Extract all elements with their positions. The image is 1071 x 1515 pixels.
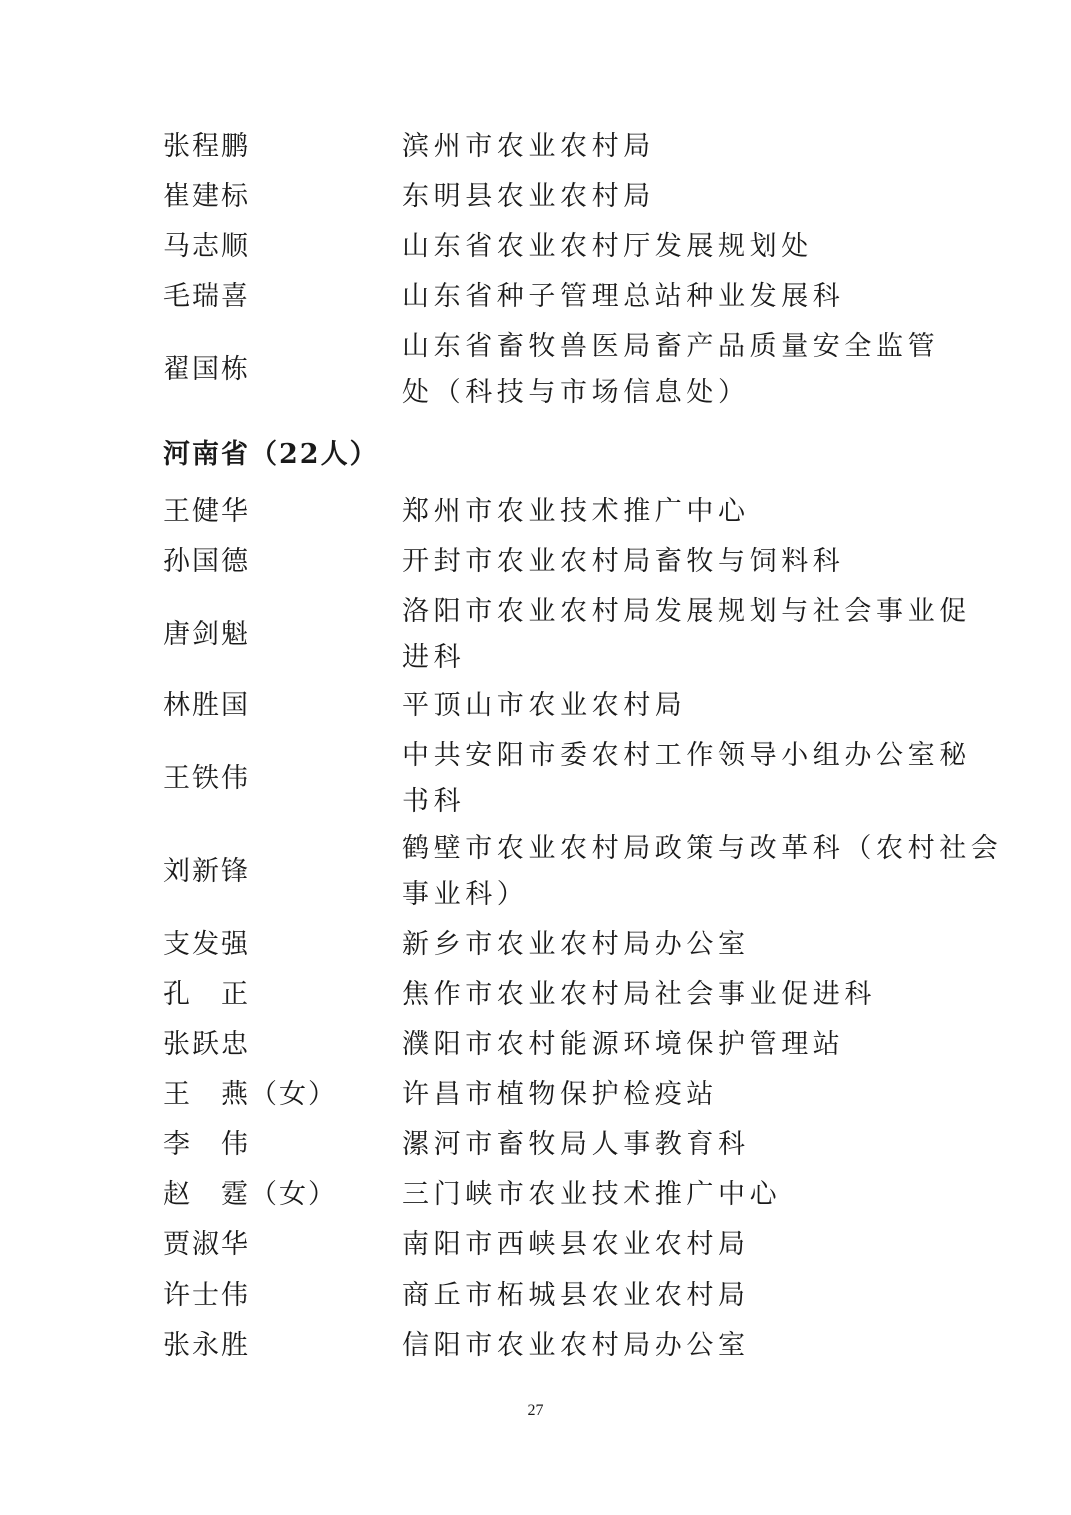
person-name: 孔 正	[163, 979, 250, 1010]
person-name: 张永胜	[163, 1330, 250, 1361]
person-name: 张跃忠	[163, 1029, 250, 1060]
person-name: 王铁伟	[163, 763, 250, 794]
organization-line: 山东省农业农村厅发展规划处	[402, 231, 813, 262]
organization-line: 三门峡市农业技术推广中心	[402, 1179, 782, 1210]
organization-line: 郑州市农业技术推广中心	[402, 496, 750, 527]
organization	[402, 489, 962, 535]
person-name: 许士伟	[163, 1280, 250, 1311]
organization-line: 书科	[402, 786, 466, 817]
person-name: 赵 霆（女）	[163, 1179, 337, 1210]
organization	[402, 1273, 962, 1319]
page-number: 27	[527, 1402, 544, 1419]
organization-line: 信阳市农业农村局办公室	[402, 1330, 750, 1361]
organization	[402, 274, 962, 320]
organization-line: 中共安阳市委农村工作领导小组办公室秘	[402, 740, 971, 771]
organization-line: 许昌市植物保护检疫站	[402, 1079, 718, 1110]
person-name: 支发强	[163, 929, 250, 960]
organization-line: 山东省畜牧兽医局畜产品质量安全监管	[402, 331, 940, 362]
organization	[402, 174, 962, 220]
organization-line: 进科	[402, 642, 466, 673]
organization-line: 焦作市农业农村局社会事业促进科	[402, 979, 876, 1010]
organization-line: 商丘市柘城县农业农村局	[402, 1280, 750, 1311]
person-name: 王健华	[163, 496, 250, 527]
person-name: 唐剑魁	[163, 619, 250, 650]
person-name: 贾淑华	[163, 1229, 250, 1260]
organization-line: 新乡市农业农村局办公室	[402, 929, 750, 960]
organization-line: 处（科技与市场信息处）	[402, 377, 750, 408]
organization-line: 滨州市农业农村局	[402, 131, 655, 162]
organization-line: 事业科）	[402, 879, 529, 910]
organization-line: 漯河市畜牧局人事教育科	[402, 1129, 750, 1160]
organization	[402, 539, 962, 585]
organization	[402, 826, 1003, 918]
person-name: 马志顺	[163, 231, 250, 262]
person-name: 孙国德	[163, 546, 250, 577]
organization	[402, 1323, 962, 1369]
person-name: 刘新锋	[163, 856, 250, 887]
organization-line: 山东省种子管理总站种业发展科	[402, 281, 845, 312]
organization	[402, 124, 962, 170]
organization	[402, 972, 962, 1018]
organization	[402, 922, 962, 968]
person-name: 王 燕（女）	[163, 1079, 337, 1110]
organization	[402, 1122, 962, 1168]
organization-line: 开封市农业农村局畜牧与饲料科	[402, 546, 845, 577]
person-name: 毛瑞喜	[163, 281, 250, 312]
person-name: 崔建标	[163, 181, 250, 212]
organization	[402, 733, 971, 825]
organization-line: 洛阳市农业农村局发展规划与社会事业促	[402, 596, 971, 627]
organization	[402, 324, 962, 416]
organization-line: 东明县农业农村局	[402, 181, 655, 212]
organization-line: 平顶山市农业农村局	[402, 690, 687, 721]
organization	[402, 683, 962, 729]
organization	[402, 1222, 962, 1268]
organization	[402, 1172, 962, 1218]
organization	[402, 589, 971, 681]
organization-line: 鹤壁市农业农村局政策与改革科（农村社会	[402, 833, 1003, 864]
person-name: 翟国栋	[163, 354, 250, 385]
organization	[402, 1022, 962, 1068]
organization-line: 濮阳市农村能源环境保护管理站	[402, 1029, 845, 1060]
organization	[402, 224, 962, 270]
organization	[402, 1072, 962, 1118]
person-name: 林胜国	[163, 690, 250, 721]
organization-line: 南阳市西峡县农业农村局	[402, 1229, 750, 1260]
person-name: 张程鹏	[163, 131, 250, 162]
person-name: 李 伟	[163, 1129, 250, 1160]
section-heading: 河南省（22人）	[163, 439, 379, 470]
